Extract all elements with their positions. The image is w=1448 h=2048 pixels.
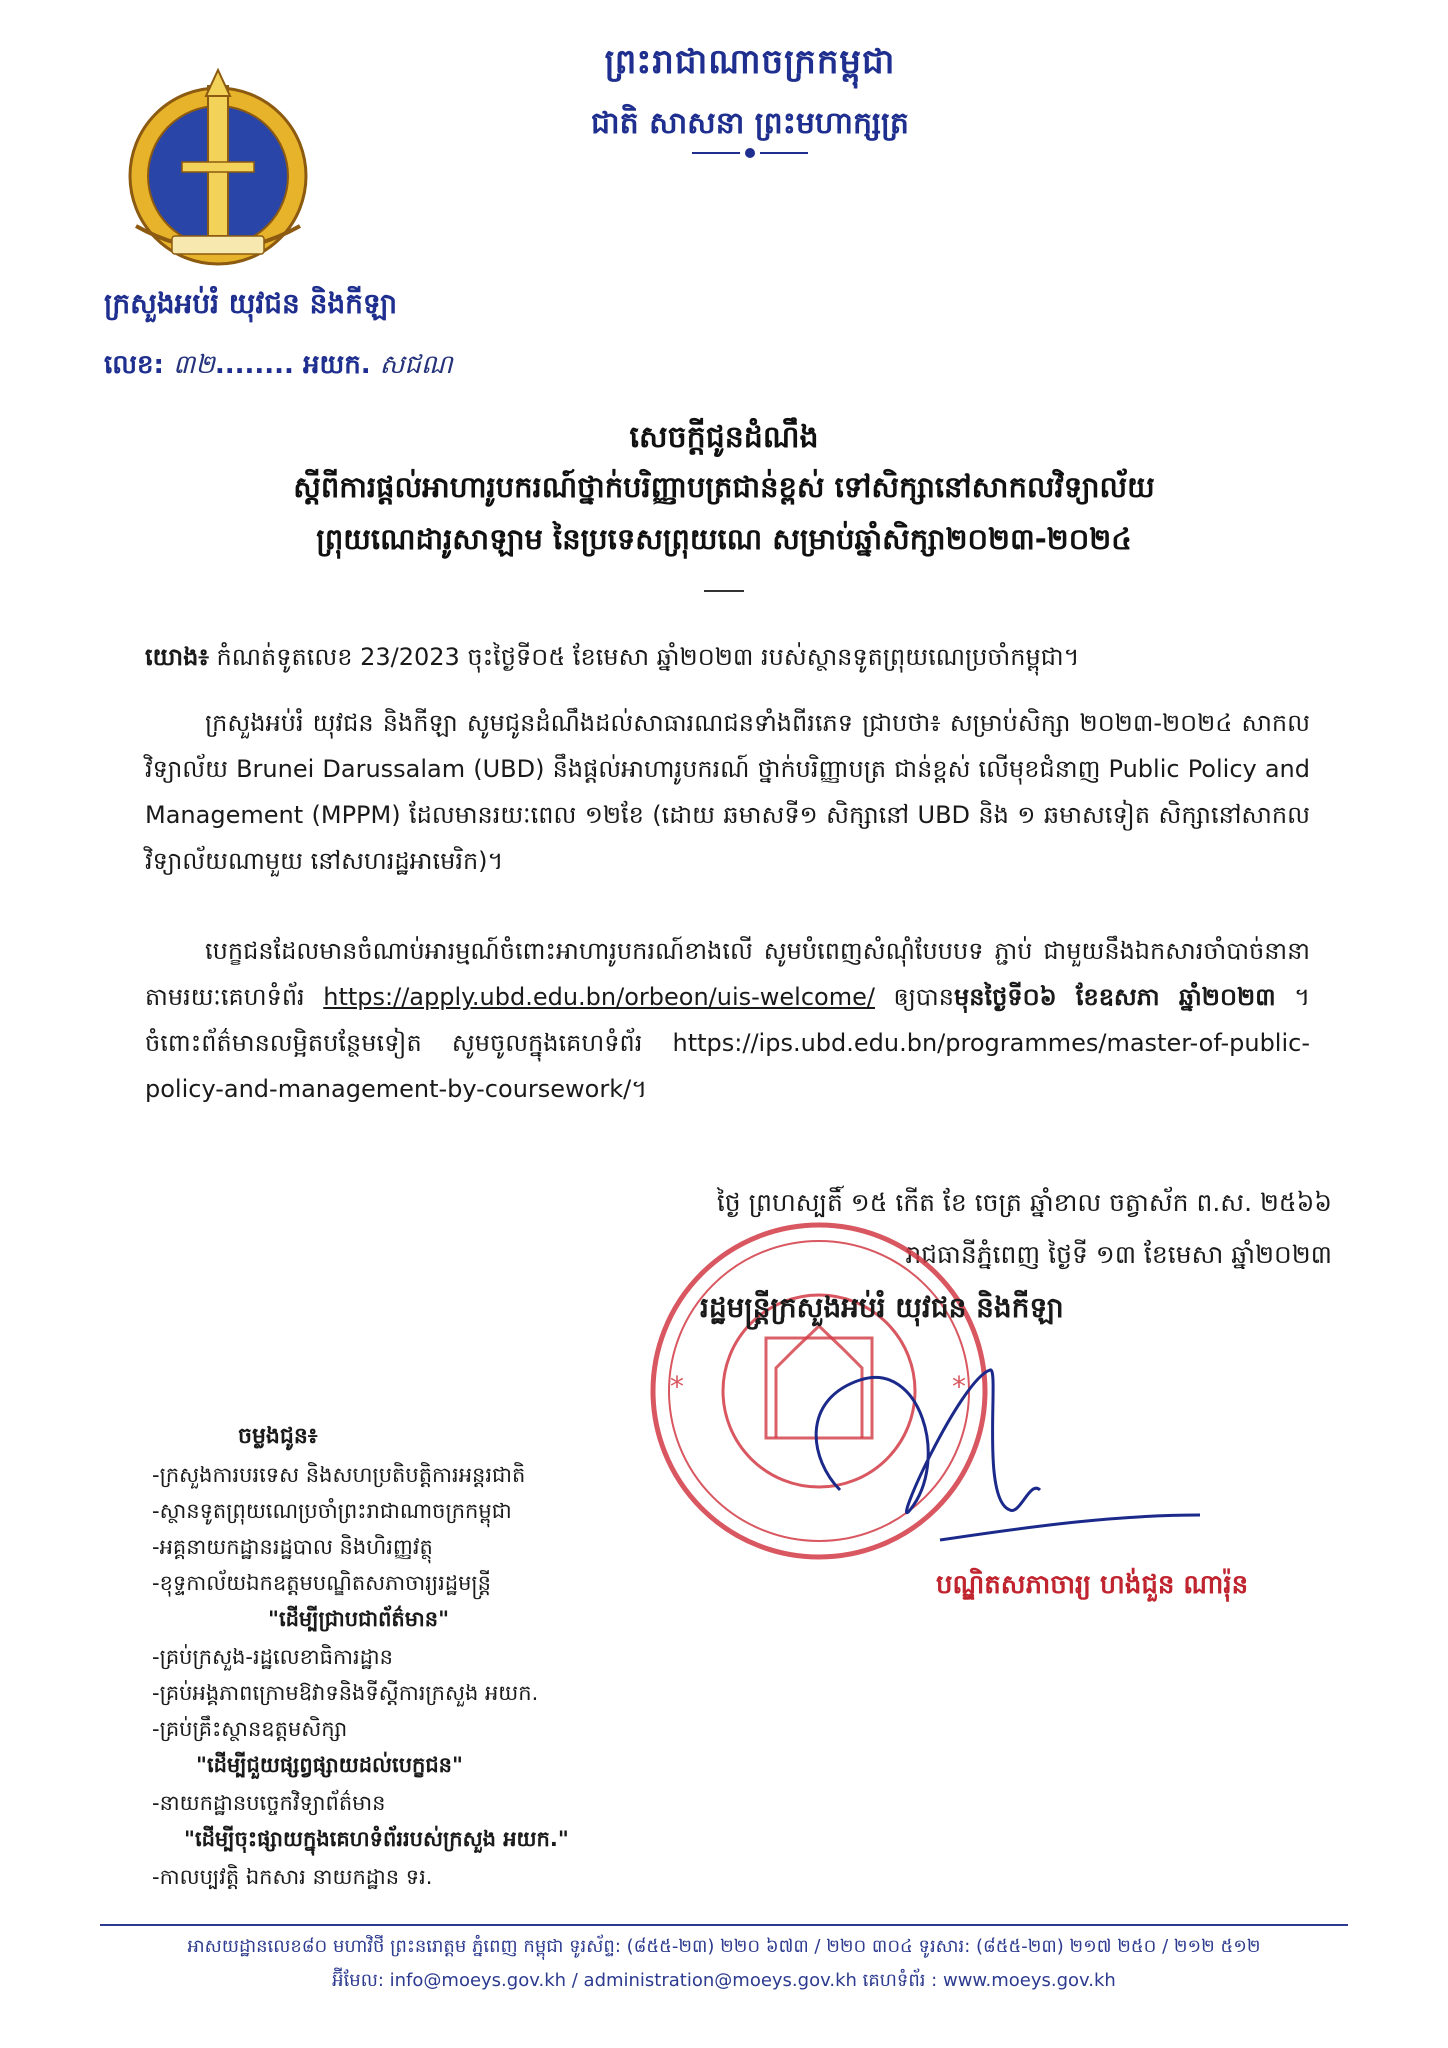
body-paragraph-2-part-c: ។ ចំពោះព័ត៌មានលម្អិតបន្ថែមទៀត សូមចូលក្នុងគេហទំព័រ — [145, 983, 1311, 1057]
cc-note-dissemination: "ដើម្បីជួយផ្សព្វផ្សាយដល់បេក្ខជន" — [196, 1753, 463, 1777]
cc-item: -អគ្គនាយកដ្ឋានរដ្ឋបាល និងហិរញ្ញវត្ថុ — [152, 1535, 433, 1559]
cc-item: -នាយកដ្ឋានបច្ចេកវិទ្យាព័ត៌មាន — [152, 1791, 386, 1815]
cc-item: -គ្រប់ក្រសួង-រដ្ឋលេខាធិការដ្ឋាន — [152, 1645, 393, 1669]
reference-label: លេខ: — [104, 350, 164, 380]
program-info-link[interactable]: https://ips.ubd.edu.bn/programmes/master-of-public-policy-and-management-by-coursework/ — [145, 1029, 1310, 1103]
solar-date: រាជធានីភ្នំពេញ ថ្ងៃទី ១៣ ខែមេសា ឆ្នាំ២០២៣ — [905, 1240, 1332, 1269]
svg-text:*: * — [952, 1370, 966, 1403]
body-paragraph-2-part-a: បេក្ខជនដែលមានចំណាប់អារម្មណ៍ចំពោះអាហារូបករណ៍ខាងលើ សូមបំពេញសំណុំបែបបទ ភ្ជាប់ ជាមួយនឹងឯកសារចាំបាច់នានា តាមរយៈគេហទំព័រ — [145, 937, 1310, 1011]
cc-item: -ខុទ្ទកាល័យឯកឧត្តមបណ្ឌិតសភាចារ្យរដ្ឋមន្ត្រី — [152, 1571, 491, 1595]
cc-item: -ក្រសួងការបរទេស និងសហប្រតិបត្តិការអន្តរជាតិ — [152, 1463, 526, 1487]
notice-title: សេចក្តីជូនដំណឹង — [629, 420, 819, 455]
title-separator — [704, 589, 744, 593]
reference-text: កំណត់ទូតលេខ 23/2023 ចុះថ្ងៃទី០៥ ខែមេសា ឆ្នាំ២០២៣ របស់ស្ថានទូតព្រុយណេប្រចាំកម្ពុជា។ — [208, 643, 1080, 671]
cc-note-website: "ដើម្បីចុះផ្សាយក្នុងគេហទំព័ររបស់ក្រសួង អយក." — [184, 1827, 569, 1851]
reference-code: សជណ — [379, 350, 453, 380]
body-paragraph-2-end: ។ — [631, 1075, 648, 1103]
ministry-emblem-icon — [112, 66, 324, 272]
notice-subject-line2: ព្រុយណេដារូសាឡាម នៃប្រទេសព្រុយណេ សម្រាប់ឆ្នាំសិក្សា២០២៣-២០២៤ — [316, 522, 1132, 556]
lunar-date: ថ្ងៃ ព្រហស្បតិ៍ ១៥ កើត ខែ ចេត្រ ឆ្នាំខាល ចត្វាស័ក ព.ស. ២៥៦៦ — [716, 1188, 1332, 1217]
ornament-divider — [690, 146, 810, 160]
reference-heading: យោង៖ — [145, 643, 209, 671]
cc-item: -កាលប្បវត្តិ ឯកសារ នាយកដ្ឋាន ទរ. — [152, 1865, 433, 1889]
cc-note-info: "ដើម្បីជ្រាបជាព័ត៌មាន" — [268, 1607, 450, 1631]
body-paragraph-1: ក្រសួងអប់រំ យុវជន និងកីឡា សូមជូនដំណឹងដល់សាធារណជនទាំងពីរភេទ ជ្រាបថា៖ សម្រាប់សិក្សា ២០២៣-២០២៤ សាកលវិទ្យាល័យ Brunei Darussalam (UBD) នឹងផ្តល់អាហារូបករណ៍ ថ្នាក់បរិញ្ញាបត្រ ជាន់ខ្ពស់ លើមុខជំនាញ Public Policy and Management (MPPM) ដែលមានរយៈពេល ១២ខែ (ដោយ ឆមាសទី១ សិក្សានៅ UBD និង ១ ឆមាសទៀត សិក្សានៅសាកលវិទ្យាល័យណាមួយ នៅសហរដ្ឋអាមេរិក)។ — [145, 709, 1310, 875]
signatory-title: រដ្ឋមន្ត្រីក្រសួងអប់រំ យុវជន និងកីឡា — [700, 1291, 1064, 1324]
signatory-name: បណ្ឌិតសភាចារ្យ ហង់ជួន ណារ៉ុន — [936, 1570, 1249, 1600]
notice-subject-line1: ស្តីពីការផ្តល់អាហារូបករណ៍ថ្នាក់បរិញ្ញាបត្រជាន់ខ្ពស់ ទៅសិក្សានៅសាកលវិទ្យាល័យ — [293, 470, 1155, 504]
cc-item: -គ្រប់អង្គភាពក្រោមឱវាទនិងទីស្តីការក្រសួង អយក. — [152, 1681, 539, 1705]
deadline-text: មុនថ្ងៃទី០៦ ខែឧសភា ឆ្នាំ២០២៣ — [954, 983, 1276, 1011]
cc-heading: ចម្លងជូន៖ — [238, 1424, 318, 1449]
ministry-name: ក្រសួងអប់រំ យុវជន និងកីឡា — [104, 287, 398, 320]
reference-unit: អយក. — [302, 350, 371, 380]
cc-item: -ស្ថានទូតព្រុយណេប្រចាំព្រះរាជាណាចក្រកម្ពុជា — [152, 1499, 512, 1523]
cc-item: -គ្រប់គ្រឹះស្ថានឧត្តមសិក្សា — [152, 1717, 348, 1741]
reference-number — [104, 348, 453, 386]
kingdom-title: ព្រះរាជាណាចក្រកម្ពុជា — [604, 42, 896, 82]
body-paragraph-2-part-b: ឲ្យបាន — [874, 983, 955, 1011]
reference-handwritten-number: ៣២ — [172, 350, 215, 380]
reference-dots: ........ — [214, 350, 294, 380]
reference-paragraph — [145, 634, 1310, 680]
footer-address: អាសយដ្ឋានលេខ៨០ មហាវិថី ព្រះនរោត្តម ភ្នំពេញ កម្ពុជា ទូរស័ព្ទ: (៨៥៥-២៣) ២២០ ៦៧៣ / ២២០ ៣០៤ ទូរសារ: (៨៥៥-២៣) ២១៧ ២៥០ / ២១២ ៥១២ — [187, 1936, 1261, 1957]
national-motto: ជាតិ សាសនា ព្រះមហាក្សត្រ — [591, 106, 909, 141]
body-paragraph-2 — [145, 928, 1310, 1112]
application-link[interactable]: https://apply.ubd.edu.bn/orbeon/uis-welcome/ — [323, 983, 875, 1011]
footer-divider — [100, 1924, 1348, 1926]
footer-contact: អ៊ីមែល: info@moeys.gov.kh / administration@moeys.gov.kh គេហទំព័រ : www.moeys.gov.kh — [332, 1970, 1116, 1991]
svg-text:*: * — [670, 1370, 684, 1403]
handwritten-signature — [790, 1340, 1210, 1580]
